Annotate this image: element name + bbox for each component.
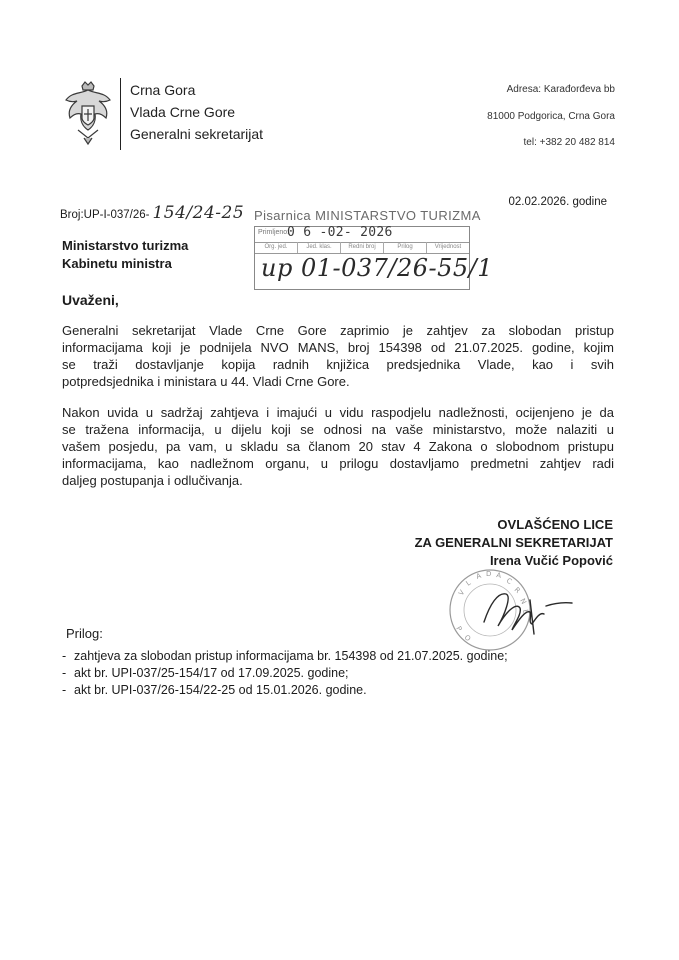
svg-text:P: P [454,625,464,633]
montenegro-coat-of-arms-icon [60,80,116,146]
attachment-text: akt br. UPI-037/26-154/22-25 od 15.01.2026. godine. [74,683,367,697]
svg-text:R: R [512,585,522,595]
paragraph-line: se traži dostavljanje kopija radnih knjižica predsjednika Vlade, kao i svih [62,357,614,372]
paragraph-line: informacijama, kao nadležnom organu, u prilogu dostavljamo predmetni zahtjev radi [62,456,614,471]
stamp-column-org: Org. jed. [255,242,298,253]
svg-text:N: N [518,597,528,606]
address-line: Adresa: Karađorđeva bb [506,84,615,95]
svg-text:L: L [464,578,473,588]
svg-text:O: O [462,633,473,644]
attachments-label: Prilog: [66,626,103,641]
recipient-ministry: Ministarstvo turizma [62,238,189,253]
body-paragraph-1 [62,322,614,390]
body-paragraph-2 [62,404,614,489]
stamp-received-label: Primljeno: [258,229,290,236]
document-date: 02.02.2026. godine [508,196,607,208]
stamp-column-value: Vrijednost [434,244,462,250]
stamp-column-attachment: Prilog [384,242,427,253]
stamp-handwritten-number: up 01-037/26-55/1 [261,254,494,282]
paragraph-line: potpredsjednika i ministara u 44. Vladi Crne Gore. [62,374,350,389]
recipient-cabinet: Kabinetu ministra [62,256,172,271]
government-name: Vlada Crne Gore [130,104,236,120]
paragraph-line: daljeg postupanja i odlučivanja. [62,473,243,488]
attachment-item: - zahtjeva za slobodan pristup informacijama br. 154398 od 21.07.2025. godine; [62,649,508,663]
stamp-column-class: Jed. klas. [298,242,341,253]
attachment-text: akt br. UPI-037/25-154/17 od 17.09.2025. godine; [74,666,349,680]
attachment-item: - akt br. UPI-037/25-154/17 od 17.09.2025. godine; [62,666,349,680]
country-name: Crna Gora [130,82,196,98]
phone-line: tel: +382 20 482 814 [523,137,615,148]
salutation: Uvaženi, [62,292,119,308]
paragraph-line: Nakon uvida u sadržaj zahtjeva i imajući u vidu raspodjelu nadležnosti, ocijenjeno je da [62,405,614,420]
signatory-title: OVLAŠĆENO LICE [497,517,613,532]
signatory-organization: ZA GENERALNI SEKRETARIJAT [414,535,613,550]
header-divider [120,78,121,150]
stamp-title: Pisarnica MINISTARSTVO TURIZMA [254,208,481,223]
attachment-text: zahtjeva za slobodan pristup informacijama br. 154398 od 21.07.2025. godine; [74,649,508,663]
signatory-name: Irena Vučić Popović [489,553,613,568]
attachment-item: - akt br. UPI-037/26-154/22-25 od 15.01.2026. godine. [62,683,367,697]
svg-text:D: D [486,570,492,578]
svg-text:E: E [521,608,530,615]
svg-text:V: V [457,588,467,598]
stamp-received-date: 0 6 -02- 2026 [287,225,393,240]
reference-handwritten: 154/24-25 [152,203,245,223]
reference-prefix: Broj:UP-I-037/26- [60,209,150,221]
paragraph-line: vašem posjedu, pa vam, u skladu sa članom 20 stav 4 Zakona o slobodnom pristupu [62,439,614,454]
receipt-stamp [254,225,494,290]
svg-text:A: A [495,571,502,580]
reference-number [60,203,244,223]
city-line: 81000 Podgorica, Crna Gora [487,111,615,122]
paragraph-line: se tražena informacija, u dijelu koji se odnosi na vaše ministarstvo, može nalaziti u [62,422,614,437]
paragraph-line: Generalni sekretarijat Vlade Crne Gore zaprimio je zahtjev za slobodan pristup [62,323,614,338]
secretariat-name: Generalni sekretarijat [130,126,264,142]
svg-text:C: C [505,576,514,587]
stamp-column-number: Redni broj [341,242,384,253]
handwritten-signature-icon [476,582,576,642]
svg-text:A: A [475,571,483,581]
paragraph-line: informacijama koji je podnijela NVO MANS, broj 154398 od 21.07.2025. godine, kojim [62,340,614,355]
